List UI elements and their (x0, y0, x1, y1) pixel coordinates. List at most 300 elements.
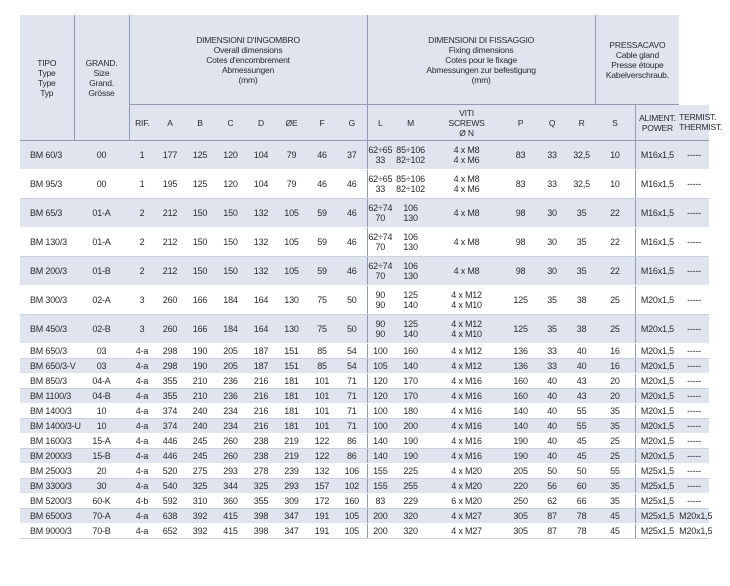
cell-g: 71 (337, 389, 367, 404)
cell-g: 106 (337, 464, 367, 479)
cell-e: 347 (276, 524, 307, 539)
cell-s: 20 (595, 374, 635, 389)
cell-f: 46 (307, 141, 337, 170)
cell-d: 216 (246, 404, 276, 419)
table-row (20, 286, 709, 315)
cell-p: 160 (505, 374, 536, 389)
cell-line: 130 (403, 271, 418, 281)
cell-p: 83 (505, 170, 536, 199)
cell-d: 216 (246, 389, 276, 404)
cell-e: 151 (276, 359, 307, 374)
cell-b: 392 (185, 509, 215, 524)
cell-s: 16 (595, 359, 635, 374)
col-d: D (246, 105, 276, 141)
cell-b: 166 (185, 315, 215, 344)
cell-line: 190 (403, 436, 418, 446)
cell-e: 181 (276, 374, 307, 389)
cell-b: 125 (185, 141, 215, 170)
cell-a: 446 (155, 434, 185, 449)
cell-tipo: BM 130/3 (20, 228, 74, 257)
cell-line: 320 (403, 511, 418, 521)
cell-line: 120 (373, 376, 388, 386)
cell-line: 62÷74 (368, 261, 393, 271)
cell-d: 104 (246, 141, 276, 170)
cell-s: 22 (595, 228, 635, 257)
cell-q: 62 (536, 494, 568, 509)
cell-p: 136 (505, 359, 536, 374)
cell-n (428, 257, 505, 286)
col-e: ØE (276, 105, 307, 141)
cell-m (393, 359, 428, 374)
cell-tipo: BM 5200/3 (20, 494, 74, 509)
table-row (20, 404, 709, 419)
header-fissaggio: DIMENSIONI DI FISSAGGIO Fixing dimensions Cotes pour le fixage Abmessungen zur befestigung (mm) (367, 15, 595, 105)
cell-b: 310 (185, 494, 215, 509)
cell-s: 45 (595, 509, 635, 524)
cell-n (428, 170, 505, 199)
cell-e: 79 (276, 141, 307, 170)
cell-q: 30 (536, 228, 568, 257)
cell-p: 305 (505, 509, 536, 524)
cell-grand: 04-B (74, 389, 129, 404)
cell-rif: 3 (129, 286, 155, 315)
cell-f: 157 (307, 479, 337, 494)
cell-term: ----- (679, 449, 709, 464)
cell-g: 50 (337, 315, 367, 344)
cell-d: 398 (246, 524, 276, 539)
cell-line: 90 (375, 329, 386, 339)
cell-term: M20x1,5 (679, 524, 709, 539)
cell-f: 75 (307, 315, 337, 344)
cell-grand: 03 (74, 344, 129, 359)
cell-r: 38 (568, 286, 595, 315)
col-s: S (595, 105, 635, 141)
cell-line: 62÷74 (368, 203, 393, 213)
cell-q: 33 (536, 344, 568, 359)
dimensions-table-container (20, 15, 723, 539)
cell-g: 50 (337, 286, 367, 315)
cell-e: 105 (276, 257, 307, 286)
cell-power: M25x1,5 (635, 464, 679, 479)
cell-a: 212 (155, 199, 185, 228)
cell-term: ----- (679, 494, 709, 509)
cell-m (393, 434, 428, 449)
cell-n (428, 404, 505, 419)
cell-q: 56 (536, 479, 568, 494)
cell-l (367, 286, 393, 315)
cell-term: ----- (679, 419, 709, 434)
cell-p: 98 (505, 228, 536, 257)
cell-grand: 02-B (74, 315, 129, 344)
cell-power: M16x1,5 (635, 199, 679, 228)
cell-line: 62÷65 (368, 174, 393, 184)
cell-grand: 00 (74, 141, 129, 170)
cell-c: 236 (215, 389, 246, 404)
cell-r: 50 (568, 464, 595, 479)
table-row (20, 524, 709, 539)
cell-power: M20x1,5 (635, 449, 679, 464)
cell-line: 62÷74 (368, 232, 393, 242)
cell-rif: 3 (129, 315, 155, 344)
col-l: L (367, 105, 393, 141)
cell-line: 4 x M20 (451, 481, 482, 491)
cell-n (428, 524, 505, 539)
cell-n (428, 479, 505, 494)
cell-q: 87 (536, 509, 568, 524)
cell-m (393, 524, 428, 539)
cell-d: 132 (246, 228, 276, 257)
header-pressacavo: PRESSACAVO Cable gland Presse étoupe Kabelverschraub. (595, 15, 679, 105)
cell-a: 355 (155, 389, 185, 404)
cell-c: 236 (215, 374, 246, 389)
cell-e: 181 (276, 404, 307, 419)
cell-line: 190 (403, 451, 418, 461)
cell-n (428, 509, 505, 524)
cell-p: 140 (505, 419, 536, 434)
cell-line: 160 (403, 346, 418, 356)
cell-a: 374 (155, 404, 185, 419)
cell-r: 40 (568, 344, 595, 359)
cell-f: 191 (307, 524, 337, 539)
cell-m (393, 479, 428, 494)
cell-l (367, 389, 393, 404)
cell-e: 105 (276, 199, 307, 228)
cell-r: 78 (568, 509, 595, 524)
cell-e: 79 (276, 170, 307, 199)
cell-line: 106 (403, 203, 418, 213)
cell-c: 150 (215, 257, 246, 286)
cell-line: 320 (403, 526, 418, 536)
cell-c: 205 (215, 359, 246, 374)
cell-term: ----- (679, 464, 709, 479)
cell-tipo: BM 450/3 (20, 315, 74, 344)
cell-power: M16x1,5 (635, 257, 679, 286)
cell-grand: 04-A (74, 374, 129, 389)
cell-s: 22 (595, 257, 635, 286)
cell-b: 190 (185, 344, 215, 359)
cell-l (367, 524, 393, 539)
cell-q: 35 (536, 315, 568, 344)
cell-power: M20x1,5 (635, 315, 679, 344)
cell-line: 100 (373, 346, 388, 356)
cell-g: 71 (337, 419, 367, 434)
cell-grand: 20 (74, 464, 129, 479)
cell-b: 275 (185, 464, 215, 479)
cell-s: 35 (595, 404, 635, 419)
cell-power: M20x1,5 (635, 344, 679, 359)
header-grand: GRAND. Size Grand. Grösse (74, 15, 129, 141)
col-termist: TERMIST. THERMIST. (679, 105, 709, 141)
cell-s: 45 (595, 524, 635, 539)
cell-r: 35 (568, 199, 595, 228)
cell-line: 4 x M12 (451, 361, 482, 371)
table-body (20, 141, 713, 539)
cell-g: 54 (337, 344, 367, 359)
cell-rif: 1 (129, 170, 155, 199)
cell-p: 220 (505, 479, 536, 494)
cell-n (428, 315, 505, 344)
cell-m (393, 141, 428, 170)
cell-line: 4 x M10 (451, 329, 482, 339)
cell-line: 229 (403, 496, 418, 506)
cell-l (367, 449, 393, 464)
cell-e: 293 (276, 479, 307, 494)
cell-g: 46 (337, 199, 367, 228)
cell-n (428, 359, 505, 374)
cell-d: 238 (246, 434, 276, 449)
cell-c: 293 (215, 464, 246, 479)
cell-line: 140 (403, 300, 418, 310)
cell-s: 20 (595, 389, 635, 404)
cell-g: 46 (337, 170, 367, 199)
cell-m (393, 257, 428, 286)
cell-r: 78 (568, 524, 595, 539)
cell-f: 59 (307, 228, 337, 257)
cell-n (428, 449, 505, 464)
cell-grand: 10 (74, 419, 129, 434)
cell-d: 187 (246, 344, 276, 359)
cell-tipo: BM 650/3 (20, 344, 74, 359)
table-row (20, 509, 709, 524)
cell-line: 4 x M12 (451, 290, 482, 300)
cell-e: 181 (276, 389, 307, 404)
cell-a: 520 (155, 464, 185, 479)
cell-line: 4 x M8 (453, 237, 480, 247)
cell-e: 219 (276, 434, 307, 449)
cell-c: 184 (215, 315, 246, 344)
cell-grand: 60-K (74, 494, 129, 509)
cell-tipo: BM 1400/3-U (20, 419, 74, 434)
cell-c: 120 (215, 170, 246, 199)
cell-line: 6 x M20 (451, 496, 482, 506)
cell-line: 4 x M6 (453, 155, 480, 165)
cell-line: 83 (375, 496, 386, 506)
cell-l (367, 315, 393, 344)
cell-p: 250 (505, 494, 536, 509)
cell-c: 234 (215, 404, 246, 419)
cell-f: 122 (307, 449, 337, 464)
cell-line: 200 (373, 511, 388, 521)
cell-s: 35 (595, 494, 635, 509)
cell-line: 85÷106 (396, 174, 425, 184)
cell-f: 101 (307, 374, 337, 389)
cell-line: 130 (403, 213, 418, 223)
table-row (20, 228, 709, 257)
cell-line: 200 (403, 421, 418, 431)
cell-line: 90 (375, 319, 386, 329)
cell-line: 4 x M8 (453, 174, 480, 184)
cell-g: 37 (337, 141, 367, 170)
cell-e: 347 (276, 509, 307, 524)
cell-b: 245 (185, 449, 215, 464)
col-c: C (215, 105, 246, 141)
cell-n (428, 374, 505, 389)
cell-q: 35 (536, 286, 568, 315)
table-row (20, 141, 709, 170)
cell-line: 4 x M6 (453, 184, 480, 194)
cell-tipo: BM 1100/3 (20, 389, 74, 404)
cell-b: 150 (185, 228, 215, 257)
cell-e: 181 (276, 419, 307, 434)
cell-line: 125 (403, 319, 418, 329)
cell-m (393, 228, 428, 257)
cell-rif: 2 (129, 257, 155, 286)
cell-term: ----- (679, 228, 709, 257)
cell-a: 374 (155, 419, 185, 434)
cell-line: 82÷102 (396, 155, 425, 165)
cell-d: 398 (246, 509, 276, 524)
cell-power: M25x1,5 (635, 524, 679, 539)
cell-s: 35 (595, 479, 635, 494)
cell-g: 46 (337, 228, 367, 257)
cell-n (428, 434, 505, 449)
cell-p: 98 (505, 257, 536, 286)
cell-line: 33 (375, 184, 386, 194)
cell-line: 4 x M16 (451, 391, 482, 401)
cell-c: 260 (215, 449, 246, 464)
cell-line: 70 (375, 271, 386, 281)
table-row (20, 449, 709, 464)
cell-b: 150 (185, 257, 215, 286)
cell-rif: 4-a (129, 389, 155, 404)
cell-grand: 00 (74, 170, 129, 199)
cell-g: 86 (337, 434, 367, 449)
cell-m (393, 374, 428, 389)
cell-c: 260 (215, 434, 246, 449)
cell-power: M16x1,5 (635, 170, 679, 199)
cell-line: 100 (373, 406, 388, 416)
cell-m (393, 170, 428, 199)
cell-term: ----- (679, 374, 709, 389)
cell-tipo: BM 6500/3 (20, 509, 74, 524)
cell-r: 60 (568, 479, 595, 494)
cell-g: 71 (337, 404, 367, 419)
cell-a: 446 (155, 449, 185, 464)
cell-b: 125 (185, 170, 215, 199)
cell-rif: 4-a (129, 404, 155, 419)
cell-grand: 01-B (74, 257, 129, 286)
table-row (20, 359, 709, 374)
cell-f: 101 (307, 419, 337, 434)
cell-power: M16x1,5 (635, 141, 679, 170)
cell-g: 105 (337, 524, 367, 539)
cell-rif: 4-a (129, 434, 155, 449)
cell-e: 130 (276, 286, 307, 315)
cell-grand: 15-B (74, 449, 129, 464)
cell-m (393, 315, 428, 344)
cell-g: 46 (337, 257, 367, 286)
cell-f: 75 (307, 286, 337, 315)
cell-s: 16 (595, 344, 635, 359)
cell-b: 150 (185, 199, 215, 228)
table-row (20, 389, 709, 404)
col-rif: RIF. (129, 105, 155, 141)
cell-s: 25 (595, 449, 635, 464)
cell-f: 172 (307, 494, 337, 509)
cell-tipo: BM 9000/3 (20, 524, 74, 539)
cell-p: 205 (505, 464, 536, 479)
cell-tipo: BM 850/3 (20, 374, 74, 389)
cell-m (393, 419, 428, 434)
cell-q: 50 (536, 464, 568, 479)
cell-p: 190 (505, 434, 536, 449)
table-row (20, 344, 709, 359)
cell-p: 136 (505, 344, 536, 359)
cell-g: 160 (337, 494, 367, 509)
cell-power: M25x1,5 (635, 494, 679, 509)
col-power: ALIMENT. POWER (635, 105, 679, 141)
cell-line: 225 (403, 466, 418, 476)
cell-f: 132 (307, 464, 337, 479)
cell-c: 344 (215, 479, 246, 494)
cell-term: ----- (679, 315, 709, 344)
cell-r: 32,5 (568, 170, 595, 199)
cell-line: 140 (403, 361, 418, 371)
cell-line: 4 x M10 (451, 300, 482, 310)
cell-p: 305 (505, 524, 536, 539)
cell-tipo: BM 65/3 (20, 199, 74, 228)
cell-line: 90 (375, 290, 386, 300)
cell-a: 652 (155, 524, 185, 539)
cell-a: 260 (155, 315, 185, 344)
cell-grand: 70-A (74, 509, 129, 524)
cell-r: 55 (568, 419, 595, 434)
cell-m (393, 286, 428, 315)
cell-term: ----- (679, 286, 709, 315)
cell-rif: 4-a (129, 359, 155, 374)
cell-c: 120 (215, 141, 246, 170)
cell-l (367, 494, 393, 509)
cell-term: ----- (679, 434, 709, 449)
cell-p: 125 (505, 286, 536, 315)
cell-b: 190 (185, 359, 215, 374)
cell-f: 101 (307, 389, 337, 404)
col-b: B (185, 105, 215, 141)
cell-b: 245 (185, 434, 215, 449)
cell-b: 166 (185, 286, 215, 315)
cell-power: M20x1,5 (635, 434, 679, 449)
cell-line: 62÷65 (368, 145, 393, 155)
cell-d: 238 (246, 449, 276, 464)
cell-q: 40 (536, 374, 568, 389)
cell-m (393, 389, 428, 404)
cell-line: 140 (373, 436, 388, 446)
cell-l (367, 464, 393, 479)
cell-d: 164 (246, 286, 276, 315)
cell-c: 360 (215, 494, 246, 509)
cell-grand: 10 (74, 404, 129, 419)
table-row (20, 464, 709, 479)
cell-rif: 4-b (129, 494, 155, 509)
cell-c: 415 (215, 509, 246, 524)
table-row (20, 494, 709, 509)
header-ingombro: DIMENSIONI D'INGOMBRO Overall dimensions Cotes d'encombrement Abmessungen (mm) (129, 15, 367, 105)
cell-line: 155 (373, 466, 388, 476)
cell-line: 70 (375, 242, 386, 252)
cell-n (428, 228, 505, 257)
cell-tipo: BM 3300/3 (20, 479, 74, 494)
cell-term: ----- (679, 257, 709, 286)
cell-n (428, 419, 505, 434)
cell-p: 98 (505, 199, 536, 228)
cell-d: 187 (246, 359, 276, 374)
cell-g: 105 (337, 509, 367, 524)
cell-grand: 70-B (74, 524, 129, 539)
cell-c: 415 (215, 524, 246, 539)
cell-line: 4 x M16 (451, 376, 482, 386)
cell-l (367, 199, 393, 228)
table-row (20, 419, 709, 434)
